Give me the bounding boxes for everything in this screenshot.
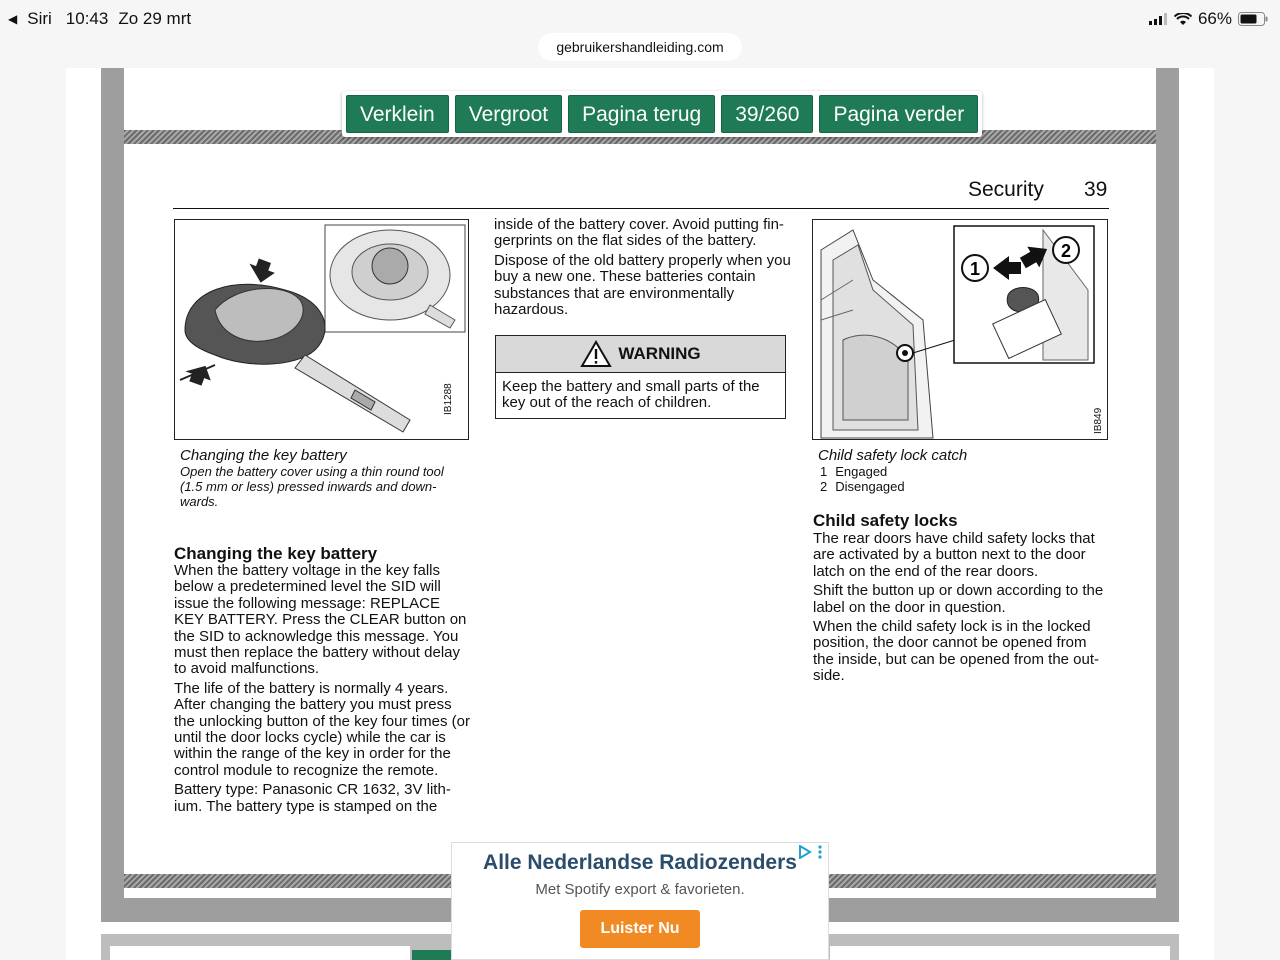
signal-icon [1148,13,1168,25]
zoom-in-button[interactable]: Vergroot [455,95,562,133]
more-options-icon[interactable] [818,845,822,859]
warning-triangle-icon [580,340,612,368]
figure1-caption [180,448,468,509]
child-lock-figure [812,219,1108,440]
figure2-item-num: 2 [820,479,828,494]
middle-paragraph: inside of the battery cover. Avoid putting fin-gerprints on the flat sides of the battery. [494,216,784,250]
section-title: Security [968,178,1044,201]
figure1-caption-text: Open the battery cover using a thin round tool (1.5 mm or less) pressed inwards and down-wards. [180,464,444,509]
child-locks-heading: Child safety locks [813,511,958,530]
warning-title: WARNING [618,344,701,363]
middle-paragraph: Dispose of the old battery properly when you buy a new one. These batteries contain substances that are environmentally hazardous. [494,251,791,319]
status-time: 10:43 [65,9,109,28]
wifi-icon [1174,13,1192,26]
ad-cta-button[interactable]: Luister Nu [580,910,700,948]
key-battery-paragraph: The life of the battery is normally 4 years. After changing the battery you must press the unlocking button of the key four times (or until the door locks cycle) while the car is within the range of the key in order for the control module to recognize the remote. [174,679,470,779]
ad-choices-icon[interactable] [798,845,812,859]
page-number: 39 [1084,178,1108,201]
ad-title[interactable]: Alle Nederlandse Radiozenders [483,851,797,874]
figure1-caption-title: Changing the key battery [180,447,347,464]
battery-icon [1238,12,1268,26]
figure2-caption-title: Child safety lock catch [818,447,968,464]
figure2-item [818,464,1106,479]
status-date: Zo 29 mrt [118,9,192,28]
next-page-preview [830,946,1170,960]
figure1-code: IB1288 [443,383,454,415]
child-locks-paragraph: The rear doors have child safety locks that are activated by a button next to the door latch on the end of the rear doors. [813,530,1095,580]
page-toolbar [342,91,982,137]
figure2-item-label: Disengaged [835,479,905,494]
prev-page-button[interactable]: Pagina terug [568,95,715,133]
figure2-code: IB849 [1093,407,1104,434]
zoom-out-button[interactable]: Verklein [346,95,449,133]
next-page-preview [110,946,410,960]
child-locks-paragraph: When the child safety lock is in the locked position, the door cannot be opened from the inside, but can be opened from the out-side. [813,618,1100,685]
key-battery-figure [174,219,469,440]
page-counter[interactable]: 39/260 [721,95,813,133]
warning-header [496,336,785,373]
back-app-label[interactable]: Siri [27,9,52,28]
ad-controls [798,845,822,859]
figure2-item [818,479,1106,494]
callout-1: 1 [969,259,981,279]
key-battery-paragraph: Battery type: Panasonic CR 1632, 3V lith-ium. The battery type is stamped on the [174,781,451,815]
key-illustration [175,220,469,440]
figure2-item-label: Engaged [835,464,888,479]
child-locks-text [813,531,1111,688]
next-toolbar-edge [412,950,452,960]
key-battery-heading: Changing the key battery [174,544,378,563]
header-rule [173,208,1109,209]
middle-column-text [494,217,794,321]
status-bar [0,0,1280,36]
door-illustration [813,220,1108,440]
figure2-caption [818,448,1106,494]
figure2-item-num: 1 [820,464,828,479]
callout-2: 2 [1060,241,1072,261]
url-bar[interactable]: gebruikershandleiding.com [538,33,742,61]
warning-text: Keep the battery and small parts of the key out of the reach of children. [502,378,760,412]
ad-banner[interactable] [451,842,829,960]
next-page-button[interactable]: Pagina verder [819,95,978,133]
battery-percent: 66% [1197,9,1232,28]
key-battery-text [174,563,472,818]
ad-subtitle: Met Spotify export & favorieten. [535,881,745,898]
warning-box [495,335,786,419]
key-battery-paragraph: When the battery voltage in the key falls below a predetermined level the SID will issue the following message: REPLACE KEY BATTERY. Press the CLEAR button on the SID to acknowledge this message. You must then replace the battery without delay to avoid malfunctions. [174,562,467,678]
back-arrow-icon[interactable]: ◀ [8,12,18,26]
child-locks-paragraph: Shift the button up or down according to the label on the door in question. [813,582,1104,616]
